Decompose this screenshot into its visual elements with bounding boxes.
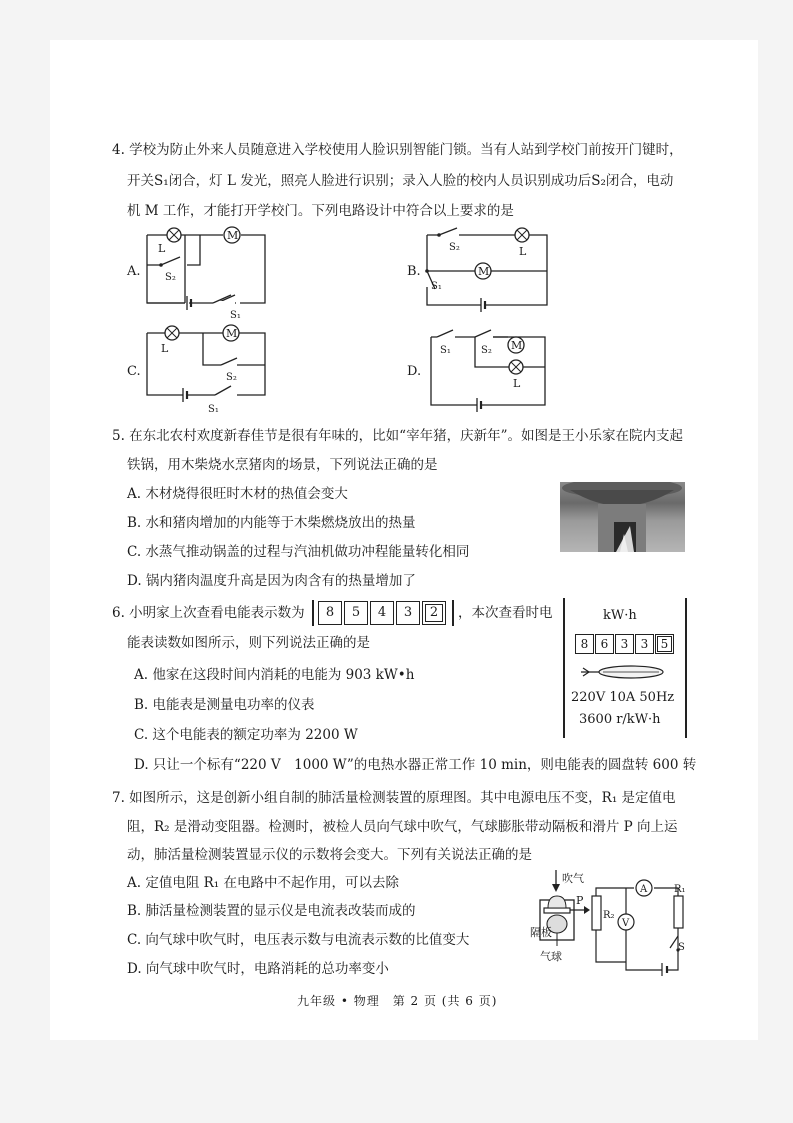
- q7-option-b: B. 肺活量检测装置的显示仪是电流表改装而成的: [127, 903, 416, 919]
- label-s2: S₂: [165, 272, 176, 283]
- q7-option-d: D. 向气球中吹气时，电路消耗的总功率变小: [127, 961, 389, 977]
- label-s1: S₁: [230, 310, 241, 321]
- circuit-a: [125, 225, 275, 321]
- digit: 3: [396, 601, 420, 625]
- meter-digit: 6: [595, 634, 614, 654]
- meter-digits: [575, 634, 675, 654]
- svg-text:M: M: [227, 229, 239, 242]
- label-p: P: [576, 894, 584, 907]
- q4-line3: 机 M 工作，才能打开学校门。下列电路设计中符合以上要求的是: [127, 203, 514, 219]
- svg-text:M: M: [478, 265, 490, 278]
- label-l: L: [158, 242, 166, 255]
- q4-line2: 开关S₁闭合，灯 L 发光，照亮人脸进行识别；录入人脸的校内人员识别成功后S₂闭合，电动: [127, 173, 674, 189]
- q6-option-b: B. 电能表是测量电功率的仪表: [134, 697, 315, 713]
- label-s1: S₁: [440, 345, 451, 356]
- q4-line1: 4. 学校为防止外来人员随意进入学校使用人脸识别智能门锁。当有人站到学校门前按开门键时，: [112, 142, 683, 158]
- label-blow: 吹气: [562, 872, 584, 885]
- lung-capacity-circuit: [530, 866, 690, 976]
- label-s1: S₁: [431, 281, 442, 292]
- svg-text:M: M: [226, 327, 238, 340]
- q7-option-c: C. 向气球中吹气时，电压表示数与电流表示数的比值变大: [127, 932, 470, 948]
- meter-spec2: 3600 r/kW·h: [579, 712, 661, 727]
- pot-photo: [560, 482, 685, 552]
- label-a: A: [640, 884, 648, 895]
- circuit-a-letter: A.: [127, 264, 141, 279]
- digit: 4: [370, 601, 394, 625]
- resistor-r2: [592, 896, 601, 930]
- digit-decimal: 2: [422, 601, 446, 625]
- meter-unit: kW·h: [603, 608, 637, 623]
- circuit-c-letter: C.: [127, 364, 141, 379]
- arrow-down-icon: [552, 884, 560, 892]
- q5-option-c: C. 水蒸气推动锅盖的过程与汽油机做功冲程能量转化相同: [127, 544, 470, 560]
- q6-line1-prefix: 6. 小明家上次查看电能表示数为: [112, 605, 305, 621]
- label-l: L: [519, 245, 527, 258]
- digit: 5: [344, 601, 368, 625]
- circuit-d-letter: D.: [407, 364, 422, 379]
- q6-line2: 能表读数如图所示，则下列说法正确的是: [127, 635, 370, 651]
- circuit-b-letter: B.: [407, 264, 421, 279]
- circuit-c: [125, 320, 275, 415]
- q5-option-a: A. 木材烧得很旺时木材的热值会变大: [127, 486, 348, 502]
- q6-line1: [112, 604, 305, 623]
- q7-option-a: A. 定值电阻 R₁ 在电路中不起作用，可以去除: [127, 875, 399, 891]
- label-s1: S₁: [208, 404, 219, 415]
- energy-meter: [563, 598, 687, 738]
- meter-digit: 8: [575, 634, 594, 654]
- previous-reading: [312, 600, 454, 626]
- label-s: S: [678, 942, 685, 953]
- q5-line2: 铁锅，用木柴烧水烹猪肉的场景，下列说法正确的是: [127, 457, 438, 473]
- q7-line3: 动，肺活量检测装置显示仪的示数将会变大。下列有关说法正确的是: [127, 847, 532, 863]
- label-v: V: [622, 918, 630, 929]
- circuit-d: [405, 325, 555, 415]
- label-balloon: 气球: [540, 950, 562, 963]
- meter-spec1: 220V 10A 50Hz: [571, 690, 675, 705]
- q6-option-c: C. 这个电能表的额定功率为 2200 W: [134, 727, 358, 743]
- meter-digit: 3: [615, 634, 634, 654]
- q7-line1: 7. 如图所示，这是创新小组自制的肺活量检测装置的原理图。其中电源电压不变，R₁ 是定值电: [112, 790, 676, 806]
- label-s2: S₂: [449, 242, 460, 253]
- digit: 8: [318, 601, 342, 625]
- meter-digit-decimal: 5: [655, 634, 674, 654]
- label-r1: R₁: [674, 884, 686, 895]
- label-r2: R₂: [603, 910, 615, 921]
- q5-option-d: D. 锅内猪肉温度升高是因为肉含有的热量增加了: [127, 573, 416, 589]
- q6-line1-suffix: ，本次查看时电: [458, 605, 553, 621]
- svg-text:M: M: [511, 339, 523, 352]
- meter-digit: 3: [635, 634, 654, 654]
- page-footer: 九年级 • 物理 第 2 页 (共 6 页): [297, 994, 498, 1008]
- label-s2: S₂: [226, 372, 237, 383]
- q6-option-d: D. 只让一个标有“220 V 1000 W”的电热水器正常工作 10 min，则电能表的圆盘转 600 转: [134, 757, 697, 773]
- q7-line2: 阻，R₂ 是滑动变阻器。检测时，被检人员向气球中吹气，气球膨胀带动隔板和滑片 P 向上运: [127, 819, 678, 835]
- label-l: L: [513, 377, 521, 390]
- circuit-b: [405, 225, 555, 315]
- q5-line1: 5. 在东北农村欢度新春佳节是很有年味的，比如“宰年猪，庆新年”。如图是王小乐家在院内支起: [112, 428, 683, 444]
- q6-option-a: A. 他家在这段时间内消耗的电能为 903 kW•h: [134, 667, 415, 683]
- label-partition: 隔板: [530, 926, 552, 939]
- label-s2: S₂: [481, 345, 492, 356]
- resistor-r1: [674, 896, 683, 928]
- label-l: L: [161, 342, 169, 355]
- q5-option-b: B. 水和猪肉增加的内能等于木柴燃烧放出的热量: [127, 515, 416, 531]
- meter-disc-icon: [579, 662, 669, 682]
